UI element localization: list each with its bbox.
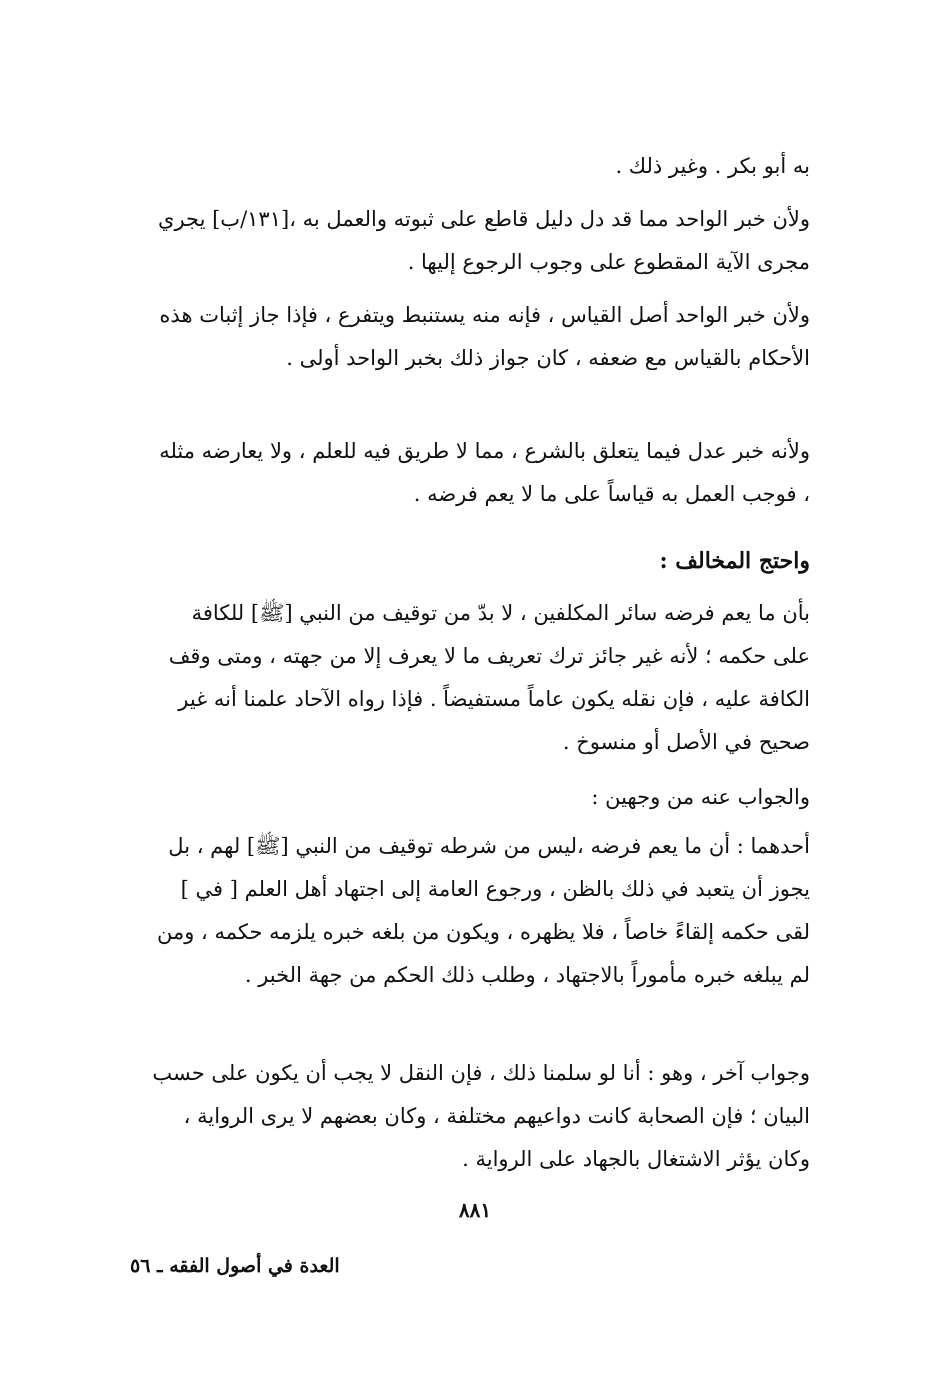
page-number: ٨٨١ [458, 1198, 492, 1222]
section-heading-opponent: واحتج المخالف : [659, 548, 810, 574]
paragraph-continuation: به أبو بكر . وغير ذلك . [615, 154, 810, 178]
paragraph-second-answer: وجواب آخر ، وهو : أنا لو سلمنا ذلك ، فإن النقل لا يجب أن يكون على حسب البيان ؛ فإن الصحابة كانت دواعيهم مختلفة ، وكان بعضهم لا يرى الرواية ، وكان يؤثر الاشتغال بالجهاد على الرواية . [152, 1061, 810, 1171]
paragraph-first-answer: أحدهما : أن ما يعم فرضه ،ليس من شرطه توقيف من النبي [ﷺ] لهم ، بل يجوز أن يتعبد في ذلك بالظن ، ورجوع العامة إلى اجتهاد أهل العلم [ في ] لقى حكمه إلقاءً خاصاً ، فلا يظهره ، ويكون من بلغه خبره يلزمه حكمه ، ومن لم يبلغه خبره مأموراً بالاجتهاد ، وطلب ذلك الحكم من جهة الخبر . [156, 834, 810, 987]
paragraph-answer-intro: والجواب عنه من وجهين : [591, 785, 810, 809]
paragraph-argument-analogy: ولأن خبر الواحد أصل القياس ، فإنه منه يستنبط ويتفرع ، فإذا جاز إثبات هذه الأحكام بالقياس مع ضعفه ، كان جواز ذلك بخبر الواحد أولى . [159, 303, 810, 370]
footer-book-title: العدة في أصول الفقه ـ ٥٦ [130, 1255, 340, 1277]
paragraph-opponent-argument: بأن ما يعم فرضه سائر المكلفين ، لا بدّ من توقيف من النبي [ﷺ] للكافة على حكمه ؛ لأنه غير جائز ترك تعريف ما لا يعرف إلا من جهته ، ومتى وقف الكافة عليه ، فإن نقله يكون عاماً مستفيضاً . فإذا رواه الآحاد علمنا أنه غير صحيح في الأصل أو منسوخ . [168, 601, 810, 754]
paragraph-argument-just-report: ولأنه خبر عدل فيما يتعلق بالشرع ، مما لا طريق فيه للعلم ، ولا يعارضه مثله ، فوجب العمل به قياساً على ما لا يعم فرضه . [159, 439, 810, 506]
paragraph-argument-certain-evidence: ولأن خبر الواحد مما قد دل دليل قاطع على ثبوته والعمل به ،[١٣١/ب] يجري مجرى الآية المقطوع على وجوب الرجوع إليها . [158, 207, 810, 274]
